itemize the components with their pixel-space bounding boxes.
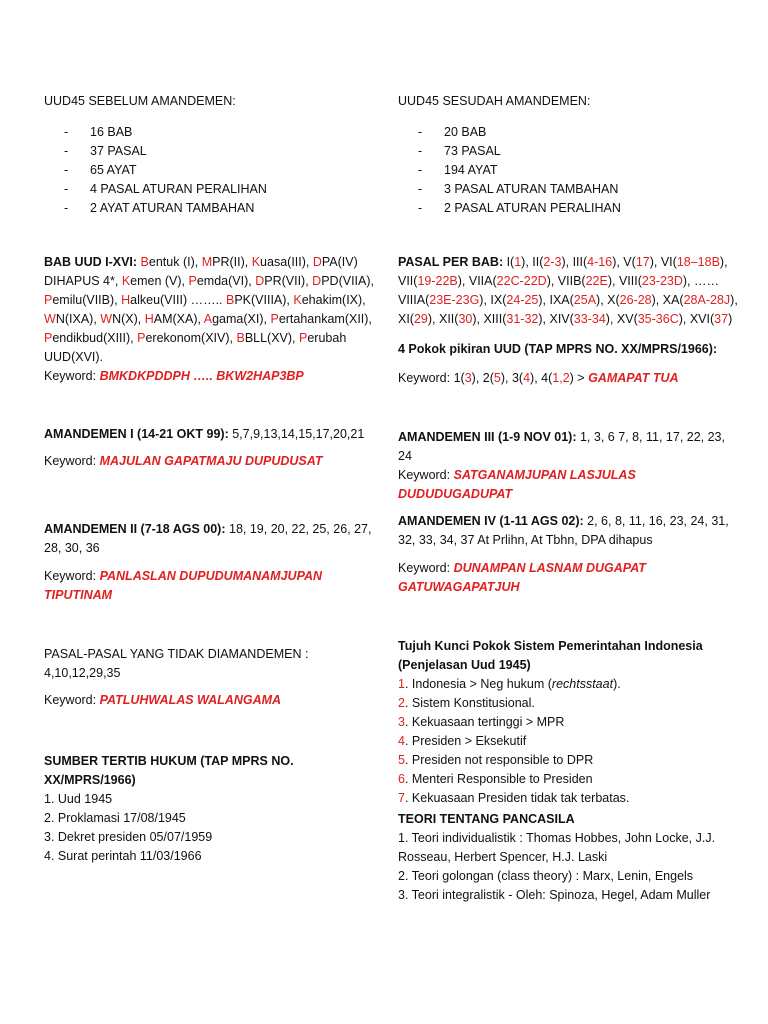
bab-text: K (293, 293, 302, 307)
bab-text: erekonom(XIV), (145, 331, 237, 345)
pasal-lines (398, 253, 743, 329)
bab-text: PA(IV) (321, 255, 358, 269)
bab-heading: BAB UUD I-XVI: (44, 255, 138, 269)
bab-text: B (140, 255, 149, 269)
bab-text: entuk (I), (148, 255, 202, 269)
sebelum-item: - 4 PASAL ATURAN PERALIHAN (44, 180, 374, 199)
sesudah-section (398, 92, 743, 218)
tujuh-item-text: 3 (398, 715, 405, 729)
pasal-text: 23-23D (641, 274, 683, 288)
teori-line: 1. Teori individualistik : Thomas Hobbes, John Locke, J.J. (398, 831, 716, 845)
bab-text: alkeu(VIII) …….. (130, 293, 226, 307)
sumber-title-cont: XX/MPRS/1966) (44, 773, 136, 787)
bab-text: K (251, 255, 261, 269)
pasal-text: 1 (514, 255, 522, 269)
tujuh-items (398, 675, 743, 808)
keyword-value: SATGANAMJUPAN LASJULAS (453, 468, 636, 482)
amandemen-4-pasal-cont: 32, 33, 34, 37 At Prlihn, At Tbhn, DPA dihapus (398, 533, 653, 547)
bab-text: P (137, 331, 146, 345)
amandemen-2-title: AMANDEMEN II (7-18 AGS 00): (44, 522, 226, 536)
tujuh-item-text: . Presiden > Eksekutif (404, 734, 527, 748)
tujuh-item-text: rechtsstaat (551, 677, 614, 691)
tidak-pasal: 4,10,12,29,35 (44, 666, 121, 680)
pokok-keyword-text: ) > (569, 371, 589, 385)
bab-text: H (121, 293, 131, 307)
tujuh-kunci (398, 637, 743, 808)
pasal-heading: PASAL PER BAB: (398, 255, 504, 269)
pasal-text: 28A-28J (683, 293, 731, 307)
amandemen-1-keyword (44, 452, 374, 471)
amandemen-3-title: AMANDEMEN III (1-9 NOV 01): (398, 430, 577, 444)
pasal-text: VIIIA( (398, 293, 430, 307)
bab-text: B (236, 331, 245, 345)
pasal-text: 30 (458, 312, 473, 326)
tujuh-item-text: 7 (398, 791, 405, 805)
sumber-item: 4. Surat perintah 11/03/1966 (44, 849, 202, 863)
tujuh-item-text: . Menteri Responsible to Presiden (404, 772, 593, 786)
tujuh-item-text: 6 (398, 772, 405, 786)
pasal-text: 22C-22D (496, 274, 547, 288)
bab-text: P (188, 274, 197, 288)
amandemen-2-pasal: 18, 19, 20, 22, 25, 26, 27, (225, 522, 372, 536)
bab-text: M (201, 255, 213, 269)
pasal-text: ), X( (596, 293, 620, 307)
keyword-value: PATLUHWALAS WALANGAMA (99, 693, 282, 707)
amandemen-4-pasal: 2, 6, 8, 11, 16, 23, 24, 31, (583, 514, 729, 528)
tujuh-item-text: . Kekuasaan Presiden tidak tak terbatas. (404, 791, 630, 805)
amandemen-3-keyword (398, 466, 743, 485)
pokok-keyword-text: ), 4( (530, 371, 553, 385)
teori-line: 2. Teori golongan (class theory) : Marx, Lenin, Engels (398, 869, 694, 883)
sebelum-item: - 65 AYAT (44, 161, 374, 180)
sebelum-section (44, 92, 374, 218)
pasal-text: ), XIV( (538, 312, 574, 326)
bab-lines (44, 253, 374, 367)
pasal-text: 31-32 (506, 312, 539, 326)
pokok-keyword-text: 4 (523, 371, 531, 385)
tujuh-item-text: 1 (398, 677, 405, 691)
bab-text: gama(XI), (212, 312, 271, 326)
pasal-text: ), VIII( (607, 274, 642, 288)
sesudah-item: - 194 AYAT (398, 161, 743, 180)
sesudah-title: UUD45 SESUDAH AMANDEMEN: (398, 94, 591, 108)
amandemen-3-pasal-cont: 24 (398, 449, 412, 463)
sesudah-item: - 20 BAB (398, 123, 743, 142)
sesudah-list (398, 123, 743, 218)
keyword-label: Keyword: (44, 569, 100, 583)
amandemen-2-keyword (44, 567, 374, 586)
amandemen-4 (398, 512, 743, 597)
pasal-text: ), IXA( (538, 293, 574, 307)
bab-text: AM(XA), (153, 312, 204, 326)
sumber-title: SUMBER TERTIB HUKUM (TAP MPRS NO. (44, 754, 294, 768)
amandemen-4-keyword (398, 559, 743, 578)
bab-text: W (100, 312, 113, 326)
bab-text: P (44, 331, 53, 345)
bab-text: P (299, 331, 308, 345)
pokok-keyword-text: Keyword: 1( (398, 371, 465, 385)
bab-line (44, 348, 374, 367)
pokok-keyword (398, 369, 743, 388)
bab-text: D (312, 255, 322, 269)
sesudah-item: - 2 PASAL ATURAN PERALIHAN (398, 199, 743, 218)
bab-line (44, 253, 374, 272)
tujuh-item-line (398, 675, 743, 694)
bab-text: P (44, 293, 53, 307)
bab-line (44, 272, 374, 291)
tujuh-title: Tujuh Kunci Pokok Sistem Pemerintahan Indonesia (398, 639, 703, 653)
bab-text: N(X), (112, 312, 145, 326)
bab-text: D (255, 274, 265, 288)
bab-text: P (270, 312, 279, 326)
pasal-text: ), XV( (605, 312, 638, 326)
pasal-text: 26-28 (619, 293, 652, 307)
keyword-label: Keyword: (44, 369, 100, 383)
pokok-keyword-text: 5 (493, 371, 501, 385)
teori-pancasila (398, 810, 743, 905)
pasal-text: I( (503, 255, 515, 269)
teori-line: 3. Teori integralistik - Oleh: Spinoza, Hegel, Adam Muller (398, 888, 711, 902)
pasal-text: 37 (714, 312, 729, 326)
teori-line: Rosseau, Herbert Spencer, H.J. Laski (398, 850, 608, 864)
keyword-label: Keyword: (398, 468, 454, 482)
bab-text: N(IXA), (55, 312, 101, 326)
bab-line (44, 291, 374, 310)
pasal-text: ), (730, 293, 738, 307)
pasal-text: ) (728, 312, 733, 326)
pasal-text: 25A (573, 293, 597, 307)
pasal-per-bab (398, 253, 743, 329)
pasal-text: XI( (398, 312, 414, 326)
pasal-line (398, 291, 743, 310)
pasal-text: ), XVI( (678, 312, 715, 326)
tujuh-item-text: 4 (398, 734, 405, 748)
amandemen-2 (44, 520, 374, 605)
sumber-item: 2. Proklamasi 17/08/1945 (44, 811, 186, 825)
pasal-text: 29 (413, 312, 428, 326)
teori-title: TEORI TENTANG PANCASILA (398, 812, 575, 826)
tujuh-item-text: . Sistem Konstitusional. (404, 696, 535, 710)
bab-text: PR(II), (212, 255, 252, 269)
bab-text: D (312, 274, 322, 288)
bab-text: DIHAPUS 4*, (44, 274, 122, 288)
bab-text: endikbud(XIII), (52, 331, 138, 345)
pokok-pikiran (398, 340, 743, 388)
bab-text: emilu(VIIB), (52, 293, 122, 307)
keyword-value-cont: DUDUDUGADUPAT (398, 487, 513, 501)
keyword-value-cont: TIPUTINAM (44, 588, 113, 602)
pasal-text: VII( (398, 274, 418, 288)
tujuh-item-text: . Indonesia > Neg hukum ( (404, 677, 552, 691)
pasal-text: ), VIIA( (457, 274, 497, 288)
bab-text: emen (V), (130, 274, 189, 288)
pasal-text: 24-25 (506, 293, 539, 307)
pasal-text: ), IX( (479, 293, 507, 307)
tujuh-item-text: 2 (398, 696, 405, 710)
tidak-diamandemen (44, 645, 374, 710)
amandemen-1-pasal: 5,7,9,13,14,15,17,20,21 (228, 427, 365, 441)
bab-text: PK(VIIIA), (234, 293, 294, 307)
pasal-text: ), VI( (649, 255, 677, 269)
pasal-text: 2-3 (543, 255, 562, 269)
pasal-text: ), XII( (427, 312, 459, 326)
bab-text: A (203, 312, 213, 326)
sesudah-item: - 3 PASAL ATURAN TAMBAHAN (398, 180, 743, 199)
pokok-title: 4 Pokok pikiran UUD (TAP MPRS NO. XX/MPRS/1966): (398, 342, 718, 356)
tidak-title: PASAL-PASAL YANG TIDAK DIAMANDEMEN : (44, 647, 309, 661)
keyword-value: BMKDKPDDPH ….. BKW2HAP3BP (99, 369, 304, 383)
pasal-text: ), XIII( (472, 312, 507, 326)
tujuh-title-cont: (Penjelasan Uud 1945) (398, 658, 531, 672)
keyword-value: PANLASLAN DUPUDUMANAMJUPAN (99, 569, 323, 583)
tujuh-item-line (398, 789, 743, 808)
bab-text: PR(VII), (264, 274, 313, 288)
tujuh-item-line (398, 694, 743, 713)
pokok-keyword-text: ), 2( (471, 371, 494, 385)
amandemen-4-title: AMANDEMEN IV (1-11 AGS 02): (398, 514, 584, 528)
bab-text: uasa(III), (260, 255, 313, 269)
keyword-value: MAJULAN GAPATMAJU DUPUDUSAT (99, 454, 323, 468)
bab-text: PD(VIIA), (321, 274, 374, 288)
tujuh-item-text: 5 (398, 753, 405, 767)
pokok-keyword-text: 3 (464, 371, 472, 385)
keyword-label: Keyword: (44, 693, 100, 707)
tujuh-item-text: . Presiden not responsible to DPR (404, 753, 594, 767)
sebelum-list (44, 123, 374, 218)
bab-line (44, 329, 374, 348)
keyword-label: Keyword: (44, 454, 100, 468)
tujuh-item-line (398, 732, 743, 751)
pasal-text: ), II( (521, 255, 544, 269)
tujuh-item-line (398, 770, 743, 789)
amandemen-1-title: AMANDEMEN I (14-21 OKT 99): (44, 427, 229, 441)
bab-text: H (144, 312, 154, 326)
pasal-text: ), III( (561, 255, 588, 269)
bab-text: B (226, 293, 235, 307)
bab-section (44, 253, 374, 386)
pasal-text: ), VIIB( (546, 274, 586, 288)
amandemen-3 (398, 428, 743, 504)
bab-text: UUD(XVI). (44, 350, 104, 364)
sebelum-title: UUD45 SEBELUM AMANDEMEN: (44, 94, 236, 108)
pasal-text: 35-36C (637, 312, 679, 326)
pasal-text: 22E (585, 274, 608, 288)
tujuh-item-line (398, 751, 743, 770)
bab-text: W (44, 312, 56, 326)
sumber-item: 1. Uud 1945 (44, 792, 113, 806)
bab-text: ertahankam(XII), (278, 312, 372, 326)
pasal-text: ), XA( (651, 293, 684, 307)
keyword-value-cont: GATUWAGAPATJUH (398, 580, 520, 594)
pasal-text: 17 (635, 255, 650, 269)
tujuh-item-text: . Kekuasaan tertinggi > MPR (404, 715, 565, 729)
pasal-text: 18–18B (676, 255, 720, 269)
pasal-text: 4-16 (587, 255, 613, 269)
sumber-tertib-hukum (44, 752, 374, 866)
pasal-text: 19-22B (417, 274, 458, 288)
pasal-text: ), …… (682, 274, 719, 288)
pokok-keyword-text: 1,2 (552, 371, 570, 385)
bab-text: ehakim(IX), (301, 293, 366, 307)
sumber-item: 3. Dekret presiden 05/07/1959 (44, 830, 213, 844)
bab-keyword (44, 367, 374, 386)
tidak-keyword (44, 691, 374, 710)
sebelum-item: - 2 AYAT ATURAN TAMBAHAN (44, 199, 374, 218)
amandemen-1 (44, 425, 374, 471)
tujuh-item-line (398, 713, 743, 732)
pasal-text: ), V( (612, 255, 636, 269)
keyword-value: DUNAMPAN LASNAM DUGAPAT (453, 561, 646, 575)
sesudah-item: - 73 PASAL (398, 142, 743, 161)
bab-text: K (121, 274, 131, 288)
amandemen-3-pasal: 1, 3, 6 7, 8, 11, 17, 22, 23, (576, 430, 725, 444)
sebelum-item: - 16 BAB (44, 123, 374, 142)
pasal-line (398, 272, 743, 291)
bab-line (44, 310, 374, 329)
pasal-text: 23E-23G (429, 293, 480, 307)
tujuh-item-text: ). (613, 677, 621, 691)
bab-text: BLL(XV), (244, 331, 299, 345)
pasal-line (398, 253, 743, 272)
pokok-keyword-text: GAMAPAT TUA (588, 371, 679, 385)
bab-text: erubah (307, 331, 347, 345)
pasal-text: ), (719, 255, 728, 269)
pasal-text: 33-34 (573, 312, 606, 326)
pasal-line (398, 310, 743, 329)
bab-text: emda(VI), (196, 274, 256, 288)
pokok-keyword-text: ), 3( (500, 371, 524, 385)
amandemen-2-pasal-cont: 28, 30, 36 (44, 541, 100, 555)
sebelum-item: - 37 PASAL (44, 142, 374, 161)
keyword-label: Keyword: (398, 561, 454, 575)
